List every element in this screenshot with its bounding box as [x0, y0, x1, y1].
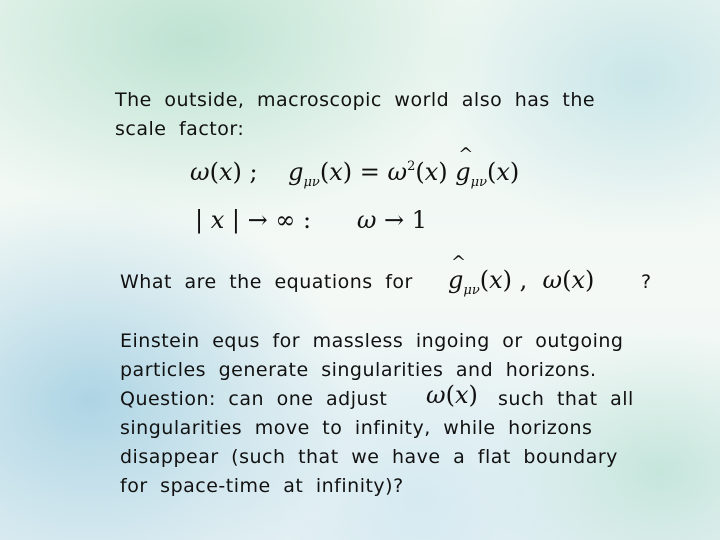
- body-line-1: Einstein equs for massless ingoing or outgoing: [120, 330, 624, 352]
- question-prefix: What are the equations for: [120, 271, 413, 293]
- body-line-2: particles generate singularities and horizons.: [120, 359, 597, 381]
- intro-line-2: scale factor:: [115, 118, 245, 140]
- equation-unknowns: ^ $g_{\mu\nu}(x)$ , ω(x): [448, 266, 594, 298]
- equation-omega-inline: ω(x): [426, 381, 478, 409]
- intro-line-1: The outside, macroscopic world also has the: [115, 89, 596, 111]
- equation-scale-factor: ω(x) ; $g_{\mu\nu}(x) = \omega^2(x)$ ^ $g_{\mu\nu}(x)$: [190, 158, 519, 190]
- body-line-3-after: such that all: [498, 388, 634, 410]
- body-line-3-before: Question: can one adjust: [120, 388, 388, 410]
- body-line-5: disappear (such that we have a flat boundary: [120, 446, 618, 468]
- body-line-4: singularities move to infinity, while horizons: [120, 417, 593, 439]
- question-suffix: ?: [641, 271, 652, 293]
- body-line-6: for space-time at infinity)?: [120, 475, 404, 497]
- equation-limit: | x | → ∞ : ω → 1: [195, 206, 428, 234]
